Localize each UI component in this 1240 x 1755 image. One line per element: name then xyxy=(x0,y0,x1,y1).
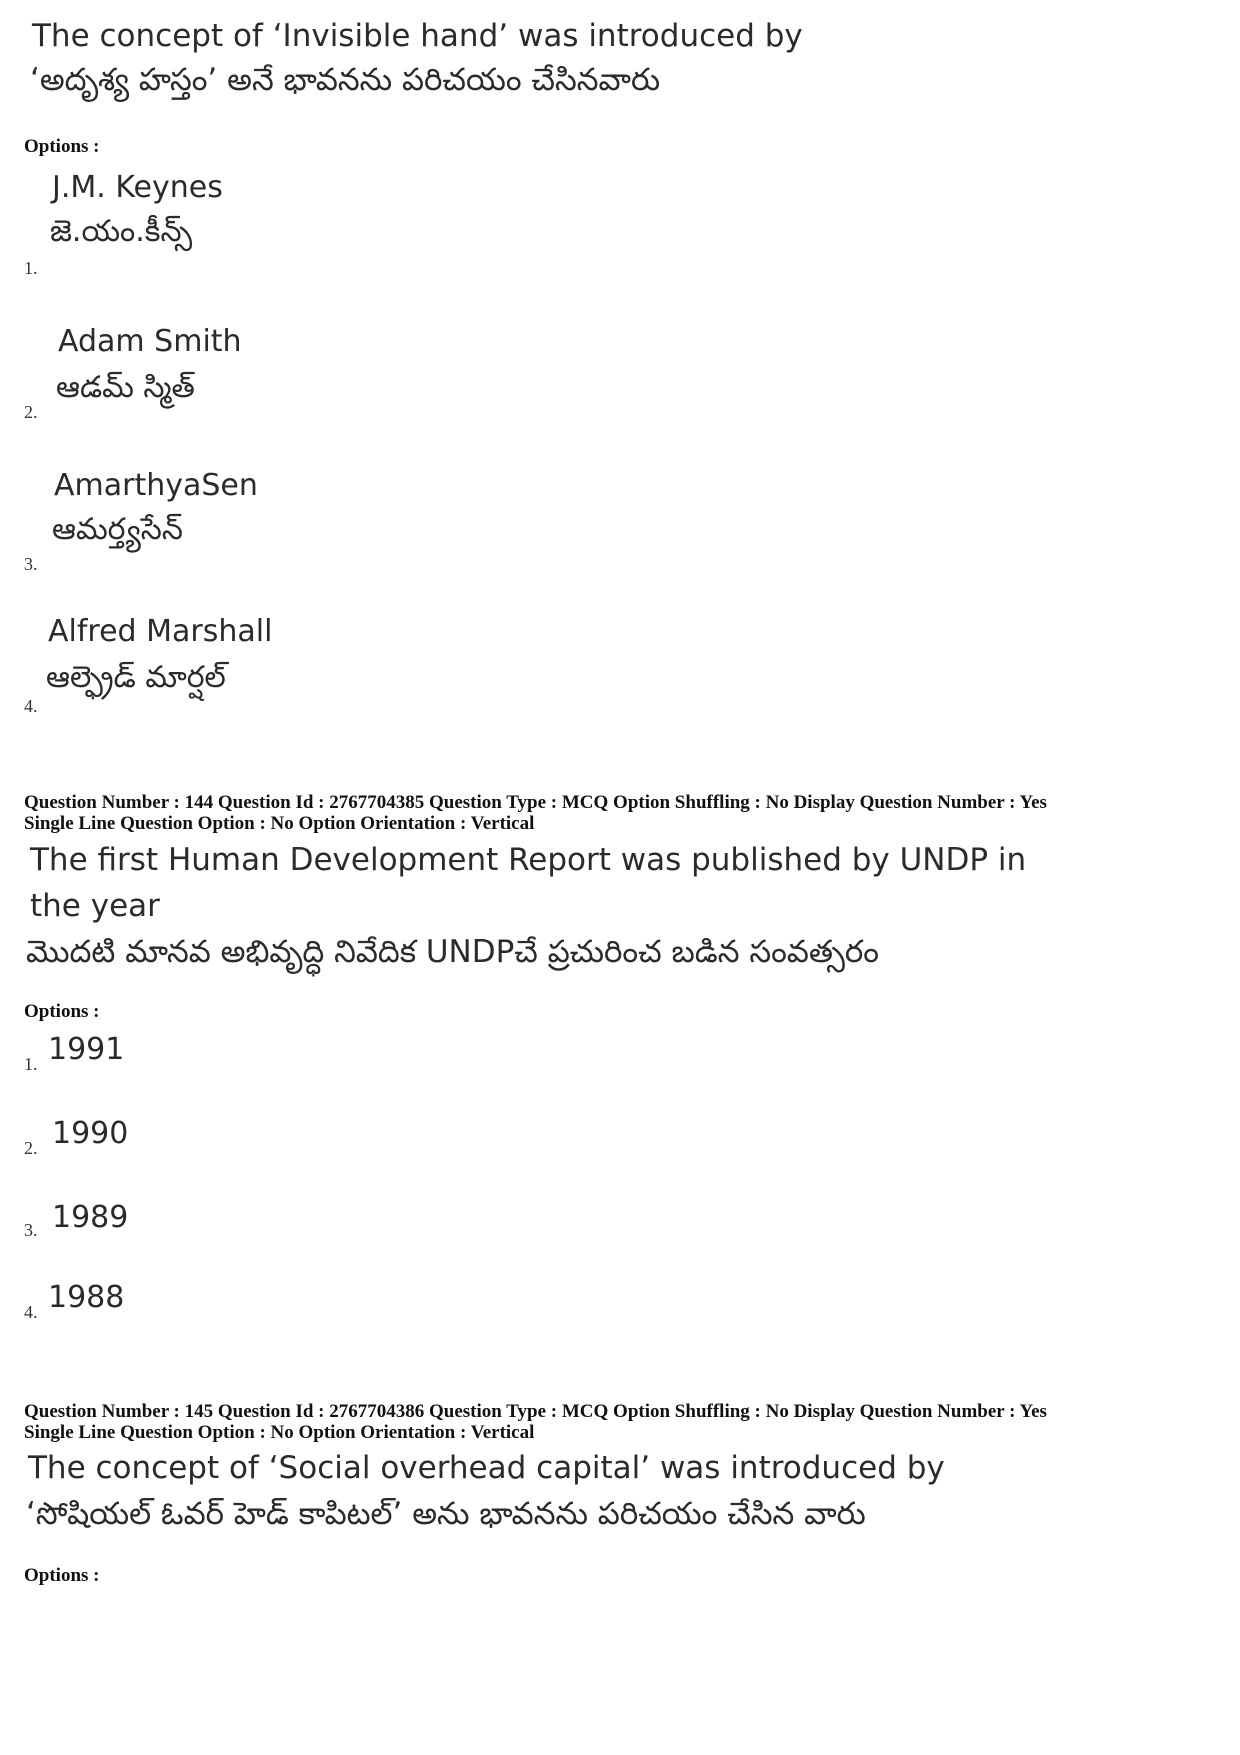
option-text-en: Alfred Marshall xyxy=(48,614,273,649)
option-number: 1. xyxy=(24,1054,38,1074)
question-text-en: The first Human Development Report was published by UNDP in xyxy=(30,842,1027,878)
option-number: 2. xyxy=(24,1138,38,1158)
option-text-te: ఆల్ఫ్రెడ్ మార్షల్ xyxy=(46,660,226,695)
question-text-en: The concept of ‘Invisible hand’ was introduced by xyxy=(32,18,803,54)
option-text-te: ఆమర్త్యసేన్ xyxy=(52,512,183,547)
question-text-en: The concept of ‘Social overhead capital’ was introduced by xyxy=(28,1450,945,1486)
question-text-te: ‘అదృశ్య హస్తం’ అనే భావనను పరిచయం చేసినవారు xyxy=(30,62,661,98)
question-meta-line-1: Question Number : 145 Question Id : 2767704386 Question Type : MCQ Option Shuffling : No Display Question Number : Yes xyxy=(24,1401,1047,1422)
option-text-en: Adam Smith xyxy=(58,324,242,359)
option-number: 2. xyxy=(24,402,38,422)
question-meta-line-2: Single Line Question Option : No Option Orientation : Vertical xyxy=(24,813,535,834)
options-label: Options : xyxy=(24,1565,100,1586)
option-number: 3. xyxy=(24,554,38,574)
option-value: 1989 xyxy=(52,1200,129,1235)
option-number: 1. xyxy=(24,258,38,278)
option-text-te: ఆడమ్ స్మిత్ xyxy=(56,370,195,405)
option-value: 1990 xyxy=(52,1116,129,1151)
option-value: 1991 xyxy=(48,1032,125,1067)
option-text-en: AmarthyaSen xyxy=(54,468,258,503)
option-number: 4. xyxy=(24,1302,38,1322)
option-value: 1988 xyxy=(48,1280,125,1315)
question-meta-line-1: Question Number : 144 Question Id : 2767704385 Question Type : MCQ Option Shuffling : No Display Question Number : Yes xyxy=(24,792,1047,813)
option-text-en: J.M. Keynes xyxy=(52,170,223,205)
question-text-te: మొదటి మానవ అభివృద్ధి నివేదిక UNDPచే ప్రచురించ బడిన సంవత్సరం xyxy=(26,934,880,970)
options-label: Options : xyxy=(24,136,100,157)
options-label: Options : xyxy=(24,1001,100,1022)
question-text-en-cont: the year xyxy=(30,888,160,924)
option-number: 4. xyxy=(24,696,38,716)
option-text-te: జె.యం.కీన్స్ xyxy=(50,214,193,249)
option-number: 3. xyxy=(24,1220,38,1240)
question-meta-line-2: Single Line Question Option : No Option Orientation : Vertical xyxy=(24,1422,535,1443)
question-text-te: ‘సోషియల్ ఓవర్ హెడ్ కాపిటల్’ అను భావనను పరిచయం చేసిన వారు xyxy=(26,1496,866,1532)
